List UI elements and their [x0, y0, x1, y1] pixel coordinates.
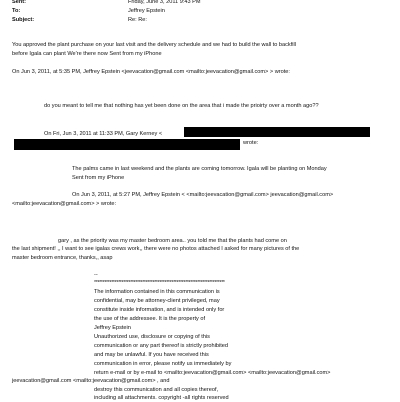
quote-text: gary , as the priority was my master bedroom area.. you told me that the plants had come on [58, 238, 287, 244]
quote-text: Sent from my iPhone [72, 175, 125, 181]
disclaimer-line: the use of the addressee. It is the property of [94, 316, 206, 322]
signature-dashes: -- [94, 272, 98, 278]
disclaimer-line: constitute inside information, and is intended only for [94, 307, 225, 313]
body-line: You approved the plant purchase on your last visit and the delivery schedule and we had to build the wall to backfill [12, 42, 297, 48]
disclaimer-line: jeevacation@gmail.com <mailto:jeevacation@gmail.com> , and [12, 378, 170, 384]
quote-header: <mailto:jeevacation@gmail.com> > wrote: [12, 201, 117, 207]
subject-value: Re: Re: [128, 17, 147, 23]
quote-header: On Jun 3, 2011, at 5:27 PM, Jeffrey Epstein < <mailto:jeevacation@gmail.com> jeevacation@gmail.com> [72, 192, 334, 198]
disclaimer-line: Unauthorized use, disclosure or copying of this [94, 334, 210, 340]
quote-header: On Fri, Jun 3, 2011 at 11:33 PM, Gary Kerney < [44, 131, 163, 137]
disclaimer-line: communication or any part thereof is strictly prohibited [94, 343, 228, 349]
separator-stars: **************************************************************************** [94, 280, 225, 286]
subject-label: Subject: [12, 17, 35, 23]
quote-text: master bedroom entrance, thanks,, asap [12, 255, 113, 261]
to-value: Jeffrey Epstein [128, 8, 165, 14]
disclaimer-line: Jeffrey Epstein [94, 325, 131, 331]
disclaimer-line: and may be unlawful. If you have received this [94, 352, 209, 358]
redaction-box [14, 139, 240, 150]
sent-value: Friday, June 3, 2011 9:43 PM [128, 0, 201, 5]
quote-text: The palms came in last weekend and the plants are coming tomorrow. Igala will be planting on Monday [72, 166, 327, 172]
body-line: before Igala can plant We're there now Sent from my iPhone [12, 51, 162, 57]
disclaimer-line: The information contained in this communication is [94, 289, 220, 295]
disclaimer-line: return e-mail or by e-mail to <mailto:jeevacation@gmail.com> <mailto:jeevacation@gmail.com> [94, 370, 331, 376]
quote-header: On Jun 3, 2011, at 5:35 PM, Jeffrey Epstein <jeevacation@gmail.com <mailto:jeevacation@gmail.com> > wrote: [12, 69, 290, 75]
sent-label: Sent: [12, 0, 26, 5]
to-label: To: [12, 8, 21, 14]
disclaimer-line: destroy this communication and all copies thereof, [94, 387, 219, 393]
redaction-box [184, 127, 370, 137]
disclaimer-line: communication in error, please notify us immediately by [94, 361, 232, 367]
quote-text: do you meant to tell me that nothing has yet been done on the area that i made the prioirty over a month ago?? [44, 103, 319, 109]
quote-header-suffix: wrote: [243, 140, 259, 146]
quote-text: the last shipment! ,, I want to see igalas crews work,, there were no photos attached I asked for many pictures of the [12, 246, 300, 252]
disclaimer-line: including all attachments. copyright -all rights reserved [94, 395, 229, 401]
disclaimer-line: confidential, may be attorney-client privileged, may [94, 298, 220, 304]
